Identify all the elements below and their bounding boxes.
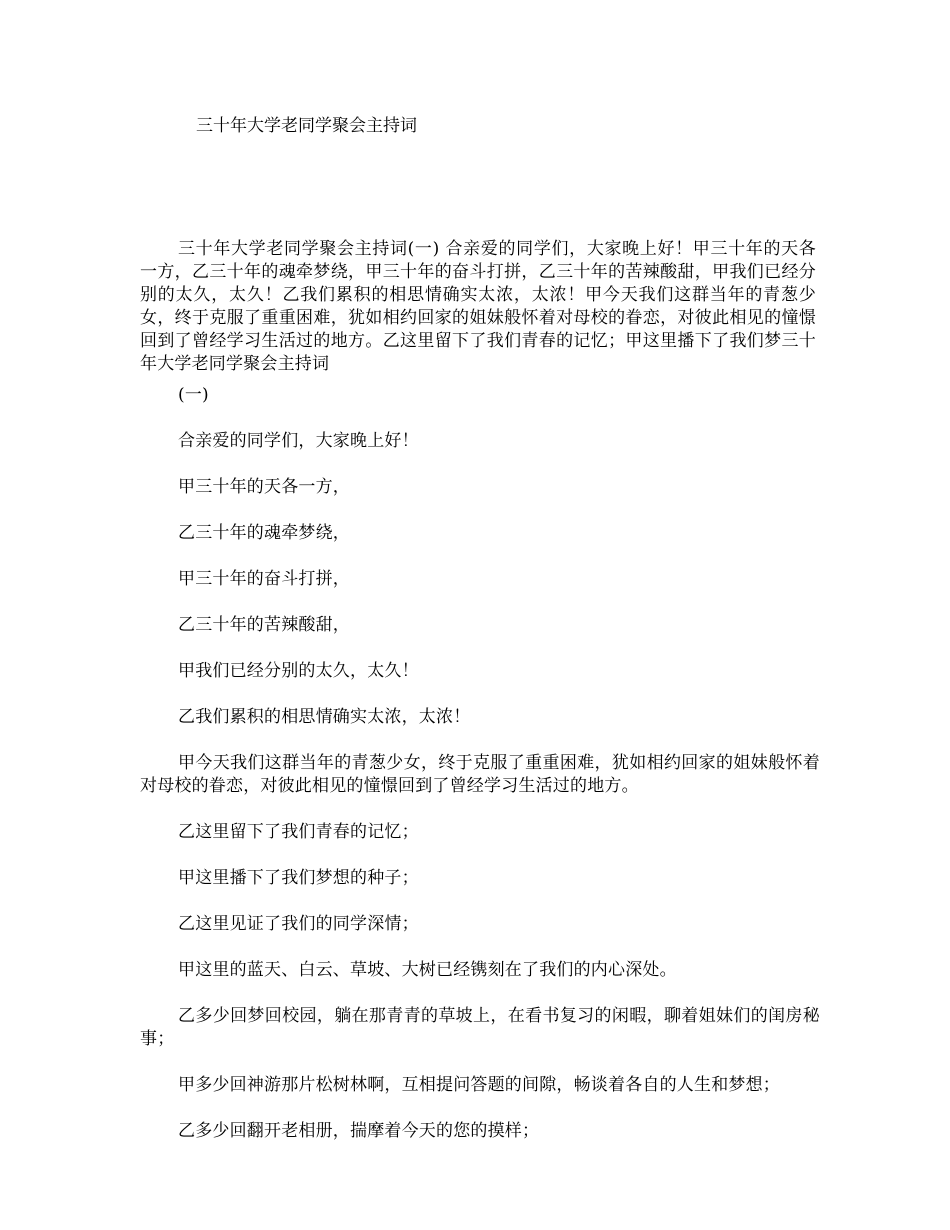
script-line: 乙我们累积的相思情确实太浓，太浓！ — [178, 707, 471, 727]
script-line: 甲我们已经分别的太久，太久！ — [178, 661, 419, 681]
script-line: 乙三十年的苦辣酸甜， — [178, 615, 350, 635]
script-line: 甲这里播下了我们梦想的种子； — [178, 868, 419, 888]
script-line: 甲这里的蓝天、白云、草坡、大树已经镌刻在了我们的内心深处。 — [178, 960, 677, 980]
script-line: 甲三十年的天各一方， — [178, 477, 350, 497]
script-lines — [140, 384, 820, 1166]
script-line: 乙这里见证了我们的同学深情； — [178, 914, 419, 934]
document-title: 三十年大学老同学聚会主持词 — [196, 116, 417, 136]
script-line: 甲今天我们这群当年的青葱少女，终于克服了重重困难，犹如相约回家的姐妹般怀着对母校的眷恋，对彼此相见的憧憬回到了曾经学习生活过的地方。 — [140, 753, 820, 796]
script-line: 甲三十年的奋斗打拼， — [178, 569, 350, 589]
intro-paragraph: 三十年大学老同学聚会主持词(一) 合亲爱的同学们，大家晚上好！甲三十年的天各一方，乙三十年的魂牵梦绕，甲三十年的奋斗打拼，乙三十年的苦辣酸甜，甲我们已经分别的太久，太久！乙我们累积的相思情确实太浓，太浓！甲今天我们这群当年的青葱少女，终于克服了重重困难，犹如相约回家的姐妹般怀着对母校的眷恋，对彼此相见的憧憬回到了曾经学习生活过的地方。乙这里留下了我们青春的记忆；甲这里播下了我们梦三十年大学老同学聚会主持词 — [140, 239, 816, 374]
script-line: 乙多少回梦回校园，躺在那青青的草坡上，在看书复习的闲暇，聊着姐妹们的闺房秘事； — [140, 1006, 820, 1049]
script-line: 乙这里留下了我们青春的记忆； — [178, 822, 419, 842]
script-line: 乙三十年的魂牵梦绕， — [178, 523, 350, 543]
script-line: (一) — [178, 385, 209, 405]
script-line: 合亲爱的同学们，大家晚上好！ — [178, 431, 419, 451]
script-line: 乙多少回翻开老相册，揣摩着今天的您的摸样； — [178, 1121, 540, 1141]
script-line: 甲多少回神游那片松树林啊，互相提问答题的间隙，畅谈着各自的人生和梦想； — [178, 1075, 780, 1095]
